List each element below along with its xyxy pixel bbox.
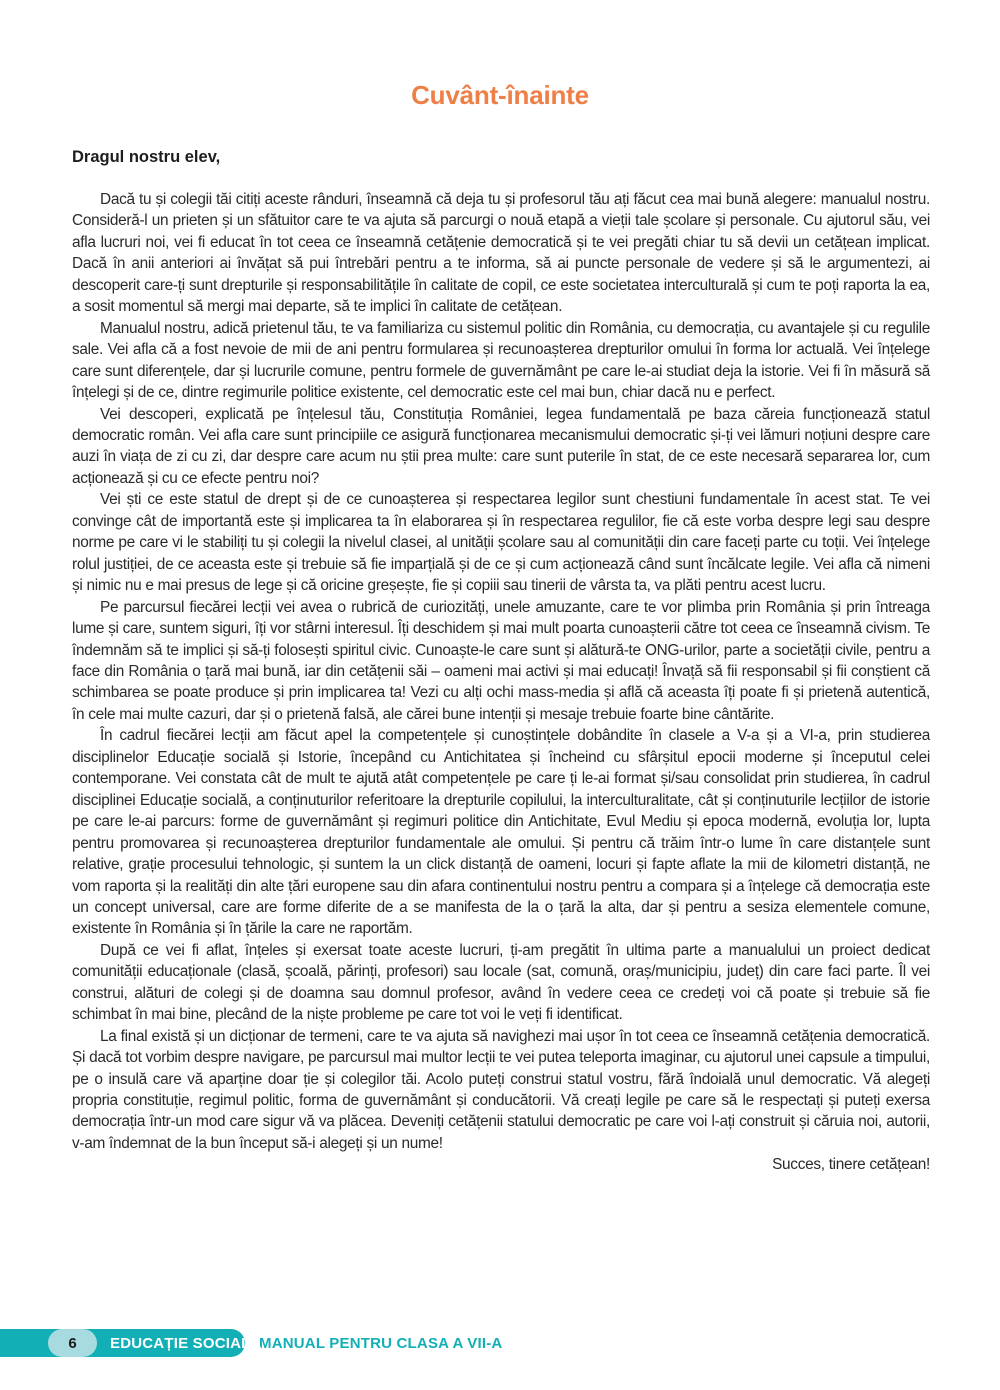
paragraph: După ce vei fi aflat, înțeles și exersat toate aceste lucruri, ți-am pregătit în ultima parte a manualului un proiect dedicat comunității educaționale (clasă, școală, părinți, profesori) sau locale (sat, comună, oraș/municipiu, județ) din care faci parte. Îl vei construi, alături de colegi și de doamna sau domnul profesor, având în vedere ceea ce credeți voi că poate și trebuie să fie schimbat în mai bine, plecând de la niște probleme pe care tot voi le veți fi identificat.	[72, 941, 930, 1024]
foreword-content	[72, 148, 930, 1176]
page-title: Cuvânt-înainte	[411, 80, 589, 110]
paragraph: La final există și un dicționar de termeni, care te va ajuta să navighezi mai ușor în tot ceea ce înseamnă cetățenia democratică. Și dacă tot vorbim despre navigare, pe parcursul mai multor lecții te vei putea teleporta imaginar, cu ajutorul unei capsule a timpului, pe o insulă care vă aparține doar ție și colegilor tăi. Acolo puteți construi statul vostru, fără îndoială unul democratic. Vă alegeți propria constituție, regimul politic, forma de guvernământ și conducătorii. Vă creați legile pe care să le respectați și puteți exersa democrația într-un mod care sigur vă va plăcea. Deveniți cetățenii statului democratic pe care voi l-ați construit și căruia noi, autorii, v-am îndemnat de la bun început să-i alegeți și un nume!	[72, 1027, 930, 1152]
subject-badge: EDUCAȚIE SOCIALĂ	[110, 1334, 262, 1352]
paragraph: Dacă tu și colegii tăi citiți aceste rânduri, înseamnă că deja tu și profesorul tău ați făcut cea mai bună alegere: manualul nostru. Consideră-l un prieten și un sfătuitor care te va ajuta să parcurgi o nouă etapă a vieții tale școlare și personale. Cu ajutorul său, vei afla lucruri noi, vei fi educat în tot ceea ce înseamnă cetățenie democratică și te vei pregăti chiar tu să devii un cetățean implicat. Dacă în anii anteriori ai învățat să pui întrebări pentru a te informa, să ai puncte personale de vedere și să le argumentezi, ai descoperit care-ți sunt drepturile și responsabilitățile în calitate de copil, ce este societatea interculturală și cum te poți raporta la ea, a sosit momentul să mergi mai departe, să te implici în calitate de cetățean.	[72, 191, 930, 316]
page-number-badge: 6	[48, 1329, 97, 1357]
signoff: Succes, tinere cetățean!	[772, 1156, 930, 1174]
paragraph: Pe parcursul fiecărei lecții vei avea o rubrică de curiozități, unele amuzante, care te vor plimba prin România și prin întreaga lume și care, suntem siguri, îți vor stârni interesul. Îți deschidem și mai mult poarta cunoașterii către tot ceea ce înseamnă civism. Te îndemnăm să te implici și să-ți folosești spiritul civic. Cunoaște-le care sunt și alătură-te ONG-urilor, parte a societății civile, pentru a face din România o țară mai bună, iar din cetățenii săi – oameni mai activi și mai educați! Învață să fii responsabil și fii conștient că schimbarea se poate produce și prin implicarea ta! Vezi cu alți ochi mass-media și află că aceasta îți poate fi și prietenă autentică, în cele mai multe cazuri, dar și o prietenă falsă, ale cărei bune intenții și mesaje trebuie foarte bine cântărite.	[72, 598, 930, 723]
foreword-body	[72, 189, 930, 1154]
paragraph: Vei ști ce este statul de drept și de ce cunoașterea și respectarea legilor sunt chestiuni fundamentale în acest stat. Te vei convinge cât de importantă este și implicarea ta în elaborarea și în respectarea regulilor, fie că este vorba despre legi sau despre norme pe care vi le stabiliți tu și colegii la nivelul clasei, al unității școlare sau al comunității din care faceți parte cu toții. Vei înțelege rolul justiției, de ce aceasta este și trebuie să fie imparțială și de ce și cum acționează când sunt încălcate legile. Vei afla că nimeni și nimic nu e mai presus de lege și că oricine greșește, fie și copiii sau tinerii de vârsta ta, va plăti pentru acest lucru.	[72, 491, 930, 595]
salutation: Dragul nostru elev,	[72, 148, 221, 166]
paragraph: Vei descoperi, explicată pe înțelesul tău, Constituția României, legea fundamentală pe baza căreia funcționează statul democratic român. Vei afla care sunt principiile ce asigură funcționarea mecanismului democratic și-ți vei lămuri noțiuni despre care auzi în viața de zi cu zi, dar despre care acum nu știi prea multe: care sunt puterile în stat, de ce este necesară separarea lor, cum acționează și cu ce efecte pentru noi?	[72, 405, 930, 487]
paragraph: Manualul nostru, adică prietenul tău, te va familiariza cu sistemul politic din România, cu democrația, cu avantajele și cu regulile sale. Vei afla că a fost nevoie de mii de ani pentru formularea și recunoașterea drepturilor omului în forma lor actuală. Vei înțelege care sunt diferențele, dar și lucrurile comune, pentru formele de guvernământ pe care le-ai studiat deja la istorie. Vei fi în măsură să înțelegi și de ce, dintre regimurile politice existente, cel democratic este cel mai bun, chiar dacă nu e perfect.	[72, 319, 930, 402]
manual-title: MANUAL PENTRU CLASA A VII-A	[259, 1334, 503, 1352]
paragraph: În cadrul fiecărei lecții am făcut apel la competențele și cunoștințele dobândite în clasele a V-a și a VI-a, prin studierea disciplinelor Educație socială și Istorie, începând cu Antichitatea și încheind cu sfârșitul epocii moderne și începutul celei contemporane. Vei constata cât de mult te ajută atât competențele pe care ți le-ai format și/sau consolidat prin studierea, în cadrul disciplinei Educație socială, a conținuturilor referitoare la drepturile copilului, la interculturalitate, cât și conținuturile lecțiilor de istorie pe care le-ai parcurs: forme de guvernământ și regimuri politice din Antichitate, Evul Mediu și epoca modernă, evoluția lor, lupta pentru promovarea și recunoașterea drepturilor fundamentale ale omului. Și pentru că trăim într-o lume în care distanțele sunt relative, grație procesului tehnologic, și suntem la un click distanță de oameni, locuri și fapte aflate la mii de kilometri distanță, ne vom raporta și la realități din alte țări europene sau din afara continentului nostru pentru a compara și a înțelege că democrația este un concept universal, care are forme diferite de a se manifesta de la o țară la alta, dar și pentru a sesiza elementele comune, existente în România și în țările la care ne raportăm.	[72, 727, 930, 938]
page-footer	[0, 1329, 1000, 1357]
